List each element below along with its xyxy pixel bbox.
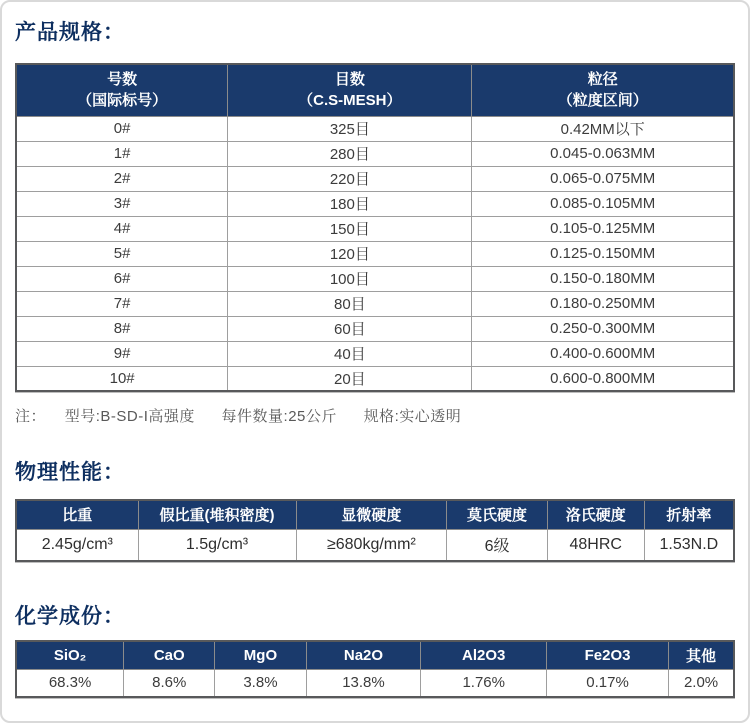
header-others: 其他 — [669, 641, 734, 669]
grade-number-cell: 1# — [16, 141, 228, 166]
mesh-count-cell: 150目 — [228, 216, 472, 241]
value-al2o3: 1.76% — [421, 669, 547, 697]
particle-size-cell: 0.150-0.180MM — [472, 266, 734, 291]
spec-table-body — [16, 116, 734, 391]
header-al2o3: Al2O3 — [421, 641, 547, 669]
grade-number-cell: 0# — [16, 116, 228, 141]
particle-size-cell: 0.600-0.800MM — [472, 366, 734, 391]
mesh-count-cell: 325目 — [228, 116, 472, 141]
header-line: 目数 — [334, 71, 365, 89]
table-row — [16, 316, 734, 341]
physical-props-title: 物理性能： — [15, 461, 125, 484]
table-row — [16, 216, 734, 241]
particle-size-cell: 0.125-0.150MM — [472, 241, 734, 266]
header-na2o: Na2O — [306, 641, 421, 669]
header-refractive-index: 折射率 — [644, 500, 734, 529]
spec-col-header-number — [16, 64, 228, 116]
header-line: （国际标号） — [77, 92, 168, 110]
chemical-composition-table — [15, 640, 735, 698]
value-refractive-index: 1.53N.D — [644, 529, 734, 561]
spec-col-header-mesh — [228, 64, 472, 116]
table-row — [16, 241, 734, 266]
table-row — [16, 141, 734, 166]
grade-number-cell: 7# — [16, 291, 228, 316]
note-label: 注： — [15, 408, 47, 425]
particle-size-cell: 0.105-0.125MM — [472, 216, 734, 241]
table-row — [16, 116, 734, 141]
mesh-count-cell: 280目 — [228, 141, 472, 166]
value-fe2o3: 0.17% — [547, 669, 669, 697]
value-others: 2.0% — [669, 669, 734, 697]
product-spec-table — [15, 63, 735, 392]
value-rockwell-hardness: 48HRC — [547, 529, 644, 561]
chemical-composition-title: 化学成份： — [15, 605, 125, 628]
grade-number-cell: 3# — [16, 191, 228, 216]
header-specific-gravity: 比重 — [16, 500, 138, 529]
chemical-table-header — [16, 641, 734, 669]
table-row — [16, 191, 734, 216]
header-sio2: SiO₂ — [16, 641, 124, 669]
particle-size-cell: 0.045-0.063MM — [472, 141, 734, 166]
value-mohs-hardness: 6级 — [447, 529, 548, 561]
spec-table-header — [16, 64, 734, 116]
value-micro-hardness: ≥680kg/mm² — [296, 529, 447, 561]
grade-number-cell: 6# — [16, 266, 228, 291]
spec-note — [15, 405, 735, 426]
note-spec: 规格:实心透明 — [363, 408, 462, 425]
particle-size-cell: 0.250-0.300MM — [472, 316, 734, 341]
note-quantity: 每件数量:25公斤 — [221, 408, 337, 425]
physical-table-body — [16, 529, 734, 561]
table-row — [16, 669, 734, 697]
value-specific-gravity: 2.45g/cm³ — [16, 529, 138, 561]
value-na2o: 13.8% — [306, 669, 421, 697]
mesh-count-cell: 80目 — [228, 291, 472, 316]
particle-size-cell: 0.085-0.105MM — [472, 191, 734, 216]
mesh-count-cell: 100目 — [228, 266, 472, 291]
table-row — [16, 529, 734, 561]
particle-size-cell: 0.180-0.250MM — [472, 291, 734, 316]
mesh-count-cell: 180目 — [228, 191, 472, 216]
mesh-count-cell: 20目 — [228, 366, 472, 391]
header-line: 号数 — [107, 71, 138, 89]
header-mgo: MgO — [215, 641, 306, 669]
table-row — [16, 166, 734, 191]
header-fe2o3: Fe2O3 — [547, 641, 669, 669]
header-mohs-hardness: 莫氏硬度 — [447, 500, 548, 529]
header-line: 粒径 — [587, 71, 618, 89]
header-bulk-density: 假比重(堆积密度) — [138, 500, 296, 529]
mesh-count-cell: 220目 — [228, 166, 472, 191]
header-line: （粒度区间） — [557, 92, 648, 110]
table-row — [16, 266, 734, 291]
product-spec-title: 产品规格： — [15, 21, 125, 44]
value-sio2: 68.3% — [16, 669, 124, 697]
particle-size-cell: 0.065-0.075MM — [472, 166, 734, 191]
physical-table-header — [16, 500, 734, 529]
chemical-table-body — [16, 669, 734, 697]
header-line: （C.S-MESH） — [298, 92, 402, 110]
grade-number-cell: 4# — [16, 216, 228, 241]
particle-size-cell: 0.42MM以下 — [472, 116, 734, 141]
header-micro-hardness: 显微硬度 — [296, 500, 447, 529]
spec-col-header-particle-size — [472, 64, 734, 116]
table-row — [16, 366, 734, 391]
mesh-count-cell: 60目 — [228, 316, 472, 341]
grade-number-cell: 5# — [16, 241, 228, 266]
grade-number-cell: 9# — [16, 341, 228, 366]
table-row — [16, 291, 734, 316]
value-mgo: 3.8% — [215, 669, 306, 697]
grade-number-cell: 10# — [16, 366, 228, 391]
value-bulk-density: 1.5g/cm³ — [138, 529, 296, 561]
mesh-count-cell: 120目 — [228, 241, 472, 266]
grade-number-cell: 8# — [16, 316, 228, 341]
grade-number-cell: 2# — [16, 166, 228, 191]
physical-props-table — [15, 499, 735, 562]
note-model: 型号:B-SD-I高强度 — [64, 408, 195, 425]
value-cao: 8.6% — [124, 669, 215, 697]
header-cao: CaO — [124, 641, 215, 669]
mesh-count-cell: 40目 — [228, 341, 472, 366]
table-row — [16, 341, 734, 366]
header-rockwell-hardness: 洛氏硬度 — [547, 500, 644, 529]
particle-size-cell: 0.400-0.600MM — [472, 341, 734, 366]
